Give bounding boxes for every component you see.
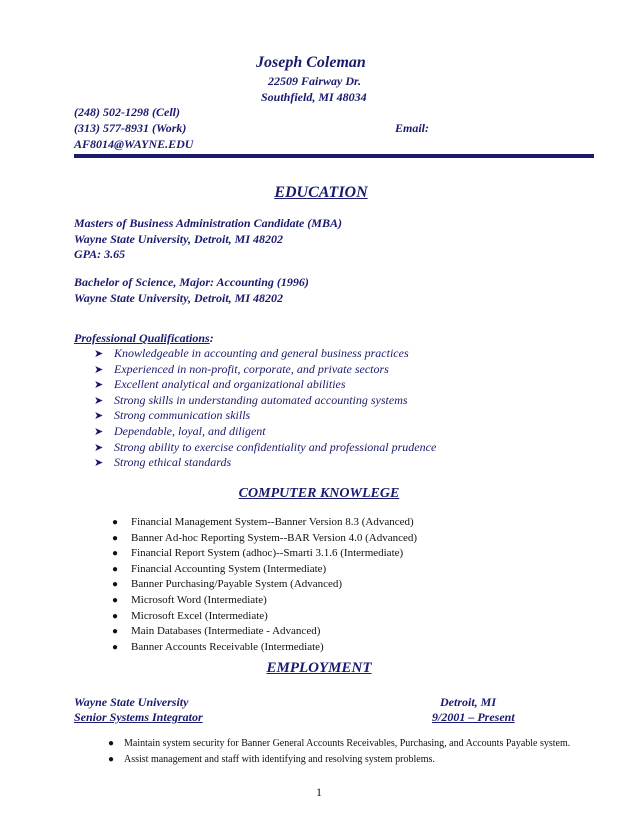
- list-item: [94, 346, 436, 362]
- list-item-text: Banner Accounts Receivable (Intermediate): [131, 640, 324, 653]
- dot-bullet-icon: ●: [108, 754, 115, 765]
- list-item: [94, 377, 436, 393]
- arrow-bullet-icon: ➤: [94, 457, 104, 470]
- list-item-text: Experienced in non-profit, corporate, and private sectors: [114, 361, 389, 376]
- list-item: [94, 408, 436, 424]
- list-item-text: Banner Ad-hoc Reporting System--BAR Version 4.0 (Advanced): [131, 531, 418, 544]
- list-item-text: Strong ethical standards: [114, 455, 232, 470]
- candidate-name: Joseph Coleman: [256, 54, 366, 71]
- list-item: [112, 562, 417, 578]
- computer-heading: [0, 486, 638, 502]
- list-item-text: Financial Management System--Banner Version 8.3 (Advanced): [131, 516, 414, 528]
- list-item-text: Strong communication skills: [114, 408, 251, 423]
- bs-degree: Bachelor of Science, Major: Accounting (1996): [74, 275, 309, 289]
- list-item-text: Assist management and staff with identifying and resolving system problems.: [124, 754, 435, 765]
- computer-heading-text: COMPUTER KNOWLEGE: [238, 486, 400, 501]
- list-item: [94, 424, 436, 440]
- list-item-text: Financial Report System (adhoc)--Smarti 3.1.6 (Intermediate): [131, 547, 404, 560]
- qualifications-list: [94, 346, 436, 471]
- email-address[interactable]: AF8014@WAYNE.EDU: [74, 137, 194, 151]
- list-item-text: Strong ability to exercise confidentiality and professional prudence: [114, 439, 437, 454]
- education-heading: [0, 184, 638, 202]
- list-item: [108, 737, 578, 750]
- list-item-text: Microsoft Word (Intermediate): [131, 593, 267, 606]
- arrow-bullet-icon: ➤: [94, 410, 104, 423]
- arrow-bullet-icon: ➤: [94, 363, 104, 376]
- list-item: [94, 362, 436, 378]
- job-duties-list: [108, 737, 578, 766]
- mba-degree: Masters of Business Administration Candidate (MBA): [74, 216, 342, 230]
- arrow-bullet-icon: ➤: [94, 441, 104, 454]
- address-line-2: Southfield, MI 48034: [261, 90, 367, 104]
- computer-skills-list: [112, 515, 417, 655]
- dot-bullet-icon: ●: [112, 548, 119, 560]
- list-item: [112, 609, 417, 625]
- list-item: [112, 531, 417, 547]
- education-heading-text: EDUCATION: [274, 184, 368, 201]
- list-item: [112, 546, 417, 562]
- list-item: [94, 440, 436, 456]
- dot-bullet-icon: ●: [108, 738, 115, 749]
- employment-heading: [0, 660, 638, 677]
- arrow-bullet-icon: ➤: [94, 348, 104, 360]
- bs-school: Wayne State University, Detroit, MI 48202: [74, 291, 283, 305]
- arrow-bullet-icon: ➤: [94, 394, 104, 407]
- dot-bullet-icon: ●: [112, 579, 119, 591]
- page-number: 1: [316, 785, 322, 799]
- list-item: [112, 593, 417, 609]
- qualifications-heading-colon: :: [209, 331, 214, 345]
- list-item-text: Knowledgeable in accounting and general business practices: [114, 346, 409, 360]
- list-item-text: Financial Accounting System (Intermediate): [131, 562, 327, 575]
- dot-bullet-icon: ●: [112, 563, 119, 575]
- employer-location: Detroit, MI: [440, 695, 497, 709]
- list-item: [112, 624, 417, 640]
- list-item: [94, 393, 436, 409]
- dot-bullet-icon: ●: [112, 532, 119, 544]
- mba-school: Wayne State University, Detroit, MI 48202: [74, 232, 283, 246]
- dot-bullet-icon: ●: [112, 610, 119, 622]
- mba-gpa: GPA: 3.65: [74, 247, 126, 261]
- job-title: Senior Systems Integrator: [74, 710, 203, 724]
- dot-bullet-icon: ●: [112, 517, 119, 528]
- header-divider: [74, 154, 594, 158]
- arrow-bullet-icon: ➤: [94, 425, 104, 438]
- list-item-text: Excellent analytical and organizational abilities: [114, 377, 346, 392]
- list-item: [112, 640, 417, 656]
- arrow-bullet-icon: ➤: [94, 379, 104, 392]
- list-item-text: Dependable, loyal, and diligent: [114, 423, 266, 438]
- list-item-text: Main Databases (Intermediate - Advanced): [131, 625, 321, 638]
- phone-work: (313) 577-8931 (Work): [74, 121, 187, 135]
- qualifications-heading-text: Professional Qualifications: [74, 331, 210, 345]
- list-item: [112, 577, 417, 593]
- dot-bullet-icon: ●: [112, 594, 119, 606]
- dot-bullet-icon: ●: [112, 626, 119, 638]
- address-line-1: 22509 Fairway Dr.: [268, 74, 362, 88]
- list-item-text: Microsoft Excel (Intermediate): [131, 609, 268, 622]
- employment-heading-text: EMPLOYMENT: [266, 660, 372, 676]
- job-dates: 9/2001 – Present: [432, 710, 515, 724]
- email-label: Email:: [395, 121, 430, 135]
- list-item-text: Banner Purchasing/Payable System (Advanced): [131, 578, 343, 591]
- list-item: [112, 515, 417, 531]
- employer-name: Wayne State University: [74, 695, 189, 709]
- list-item-text: Strong skills in understanding automated accounting systems: [114, 392, 408, 407]
- dot-bullet-icon: ●: [112, 641, 119, 653]
- phone-cell: (248) 502-1298 (Cell): [74, 105, 180, 119]
- qualifications-heading: [74, 330, 214, 346]
- list-item: [108, 753, 578, 766]
- list-item: [94, 455, 436, 471]
- list-item-text: Maintain system security for Banner General Accounts Receivables, Purchasing, and Accounts Payable system.: [124, 738, 571, 749]
